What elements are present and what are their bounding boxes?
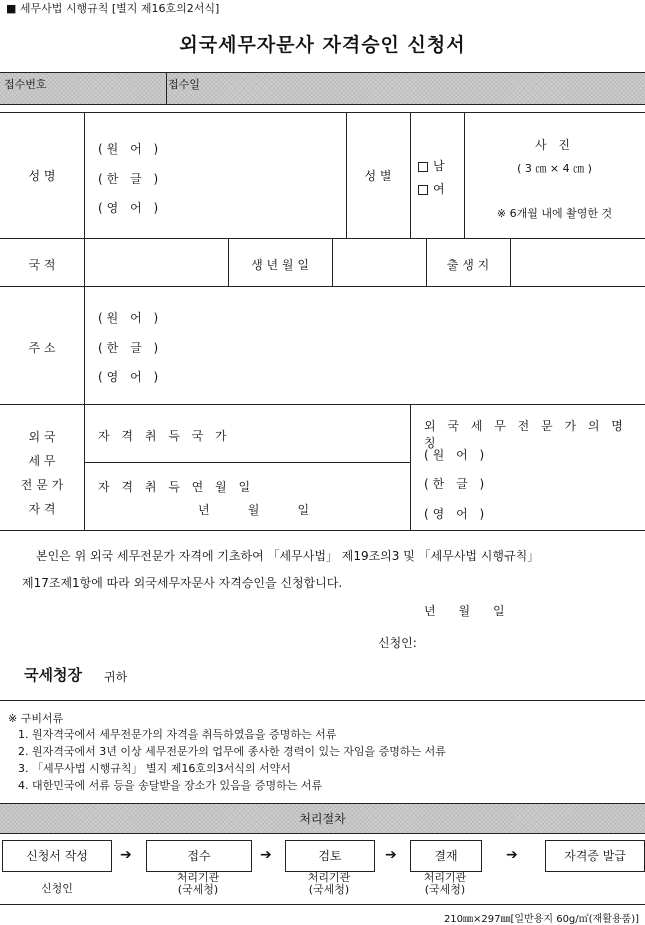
- birth-date-field[interactable]: [333, 239, 425, 285]
- addressee: 국세청장: [24, 666, 82, 684]
- photo-title: 사 진: [535, 138, 574, 152]
- receipt-date-label: 접수일: [168, 78, 200, 91]
- qualification-date-field[interactable]: 년 월 일: [198, 503, 310, 517]
- sex-female-checkbox[interactable]: 여: [418, 180, 445, 197]
- statement-line-1: 본인은 위 외국 세무전문가 자격에 기초하여 「세무사법」 제19조의3 및 「세무사법 시행규칙」: [36, 549, 540, 563]
- receipt-bar: [0, 72, 645, 104]
- birth-date-label: 생 년 월 일: [251, 258, 309, 272]
- name-label: 성 명: [28, 169, 56, 183]
- application-date[interactable]: 년 월 일: [424, 604, 505, 618]
- expert-name-korean-field[interactable]: (한 글 ): [424, 477, 489, 491]
- photo-size: ( 3 ㎝ × 4 ㎝ ): [517, 162, 592, 175]
- expert-name-label: 외 국 세 무 전 문 가 의 명 칭: [424, 419, 627, 450]
- arrow-right-icon: ➔: [385, 847, 397, 863]
- checkbox-icon: [418, 162, 428, 172]
- sex-male-checkbox[interactable]: 남: [418, 157, 445, 174]
- document-item: 3. 「세무사법 시행규칙」 별지 제16호의3서식의 서약서: [18, 762, 291, 775]
- step-review: 검토: [285, 840, 375, 872]
- document-item: 4. 대한민국에 서류 등을 송달받을 장소가 있음을 증명하는 서류: [18, 779, 323, 792]
- qualification-country-label: 자 격 취 득 국 가: [98, 429, 231, 443]
- expert-name-english-field[interactable]: (영 어 ): [424, 507, 489, 521]
- document-item: 1. 원자격국에서 세무전문가의 자격을 취득하였음을 증명하는 서류: [18, 728, 337, 741]
- photo-note: ※ 6개월 내에 촬영한 것: [496, 207, 613, 220]
- step-receipt: 접수: [146, 840, 252, 872]
- name-korean-field[interactable]: (한 글 ): [98, 172, 163, 186]
- sex-label: 성 별: [364, 169, 392, 183]
- qualification-label: 외 국 세 무 전 문 가 자 격: [20, 430, 64, 516]
- addressee-suffix: 귀하: [104, 670, 128, 684]
- document-item: 2. 원자격국에서 3년 이상 세무전문가의 업무에 종사한 경력이 있는 자임을 증명하는 서류: [18, 745, 446, 758]
- nationality-label: 국 적: [28, 258, 56, 272]
- address-korean-field[interactable]: (한 글 ): [98, 341, 163, 355]
- birth-place-label: 출 생 지: [446, 258, 490, 272]
- step-write-application: 신청서 작성: [2, 840, 112, 872]
- address-label: 주 소: [28, 341, 56, 355]
- step-sub-agency: 처리기관 (국세청): [423, 871, 467, 896]
- birth-place-field[interactable]: [511, 239, 644, 285]
- qualification-date-label: 자 격 취 득 연 월 일: [98, 480, 255, 494]
- arrow-right-icon: ➔: [120, 847, 132, 863]
- checkbox-icon: [418, 185, 428, 195]
- step-approval: 결재: [410, 840, 482, 872]
- receipt-number-label: 접수번호: [4, 78, 47, 91]
- documents-title: ※ 구비서류: [8, 712, 64, 725]
- step-sub-agency: 처리기관 (국세청): [176, 871, 220, 896]
- arrow-right-icon: ➔: [260, 847, 272, 863]
- applicant-label: 신청인:: [378, 636, 417, 650]
- name-original-field[interactable]: (원 어 ): [98, 142, 163, 156]
- statement-line-2: 제17조제1항에 따라 외국세무자문사 자격승인을 신청합니다.: [22, 576, 343, 590]
- procedure-title: 처리절차: [299, 812, 346, 826]
- form-title: 외국세무자문사 자격승인 신청서: [179, 34, 466, 56]
- step-sub-applicant: 신청인: [41, 882, 73, 895]
- address-english-field[interactable]: (영 어 ): [98, 370, 163, 384]
- step-issue-certificate: 자격증 발급: [545, 840, 645, 872]
- form-reference: ■ 세무사법 시행규칙 [별지 제16호의2서식]: [6, 2, 220, 15]
- expert-name-original-field[interactable]: (원 어 ): [424, 448, 489, 462]
- step-sub-agency: 처리기관 (국세청): [307, 871, 351, 896]
- address-original-field[interactable]: (원 어 ): [98, 311, 163, 325]
- nationality-field[interactable]: [85, 239, 227, 285]
- name-english-field[interactable]: (영 어 ): [98, 201, 163, 215]
- arrow-right-icon: ➔: [506, 847, 518, 863]
- paper-spec: 210㎜×297㎜[일반용지 60g/㎡(재활용품)]: [443, 914, 639, 925]
